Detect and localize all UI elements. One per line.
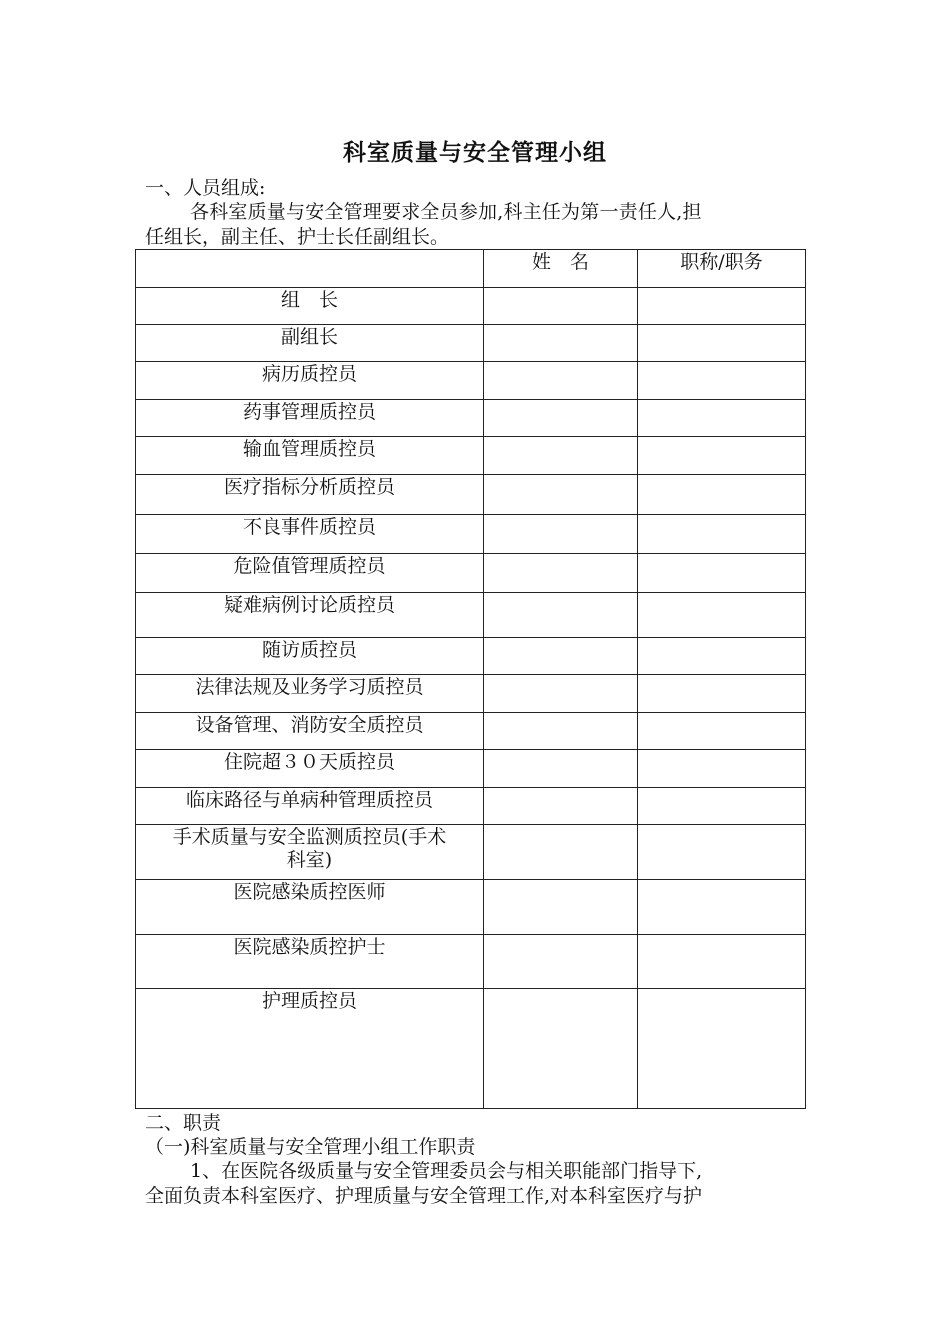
name-cell[interactable]: [484, 788, 638, 825]
header-cell-name: 姓 名: [484, 250, 638, 288]
name-cell[interactable]: [484, 554, 638, 593]
role-cell: 药事管理质控员: [136, 400, 484, 437]
table-row: [136, 750, 806, 788]
role-cell: 护理质控员: [136, 989, 484, 1109]
section2-subheading: （一)科室质量与安全管理小组工作职责: [145, 1136, 476, 1158]
title-cell[interactable]: [638, 362, 806, 400]
header-cell-role: [136, 250, 484, 288]
role-cell: 随访质控员: [136, 638, 484, 675]
table-row: [136, 825, 806, 880]
title-cell[interactable]: [638, 880, 806, 935]
table-row: [136, 593, 806, 638]
title-cell[interactable]: [638, 325, 806, 362]
role-cell: 疑难病例讨论质控员: [136, 593, 484, 638]
role-cell: 设备管理、消防安全质控员: [136, 713, 484, 750]
name-cell[interactable]: [484, 288, 638, 325]
name-cell[interactable]: [484, 437, 638, 475]
section1-heading: 一、人员组成:: [145, 177, 266, 199]
section1-paragraph-line1: 各科室质量与安全管理要求全员参加,科主任为第一责任人,担: [190, 201, 702, 223]
table-header-row: [136, 250, 806, 288]
title-cell[interactable]: [638, 554, 806, 593]
title-cell[interactable]: [638, 288, 806, 325]
name-cell[interactable]: [484, 713, 638, 750]
name-cell[interactable]: [484, 593, 638, 638]
table-row: [136, 288, 806, 325]
name-cell[interactable]: [484, 325, 638, 362]
table-row: [136, 880, 806, 935]
name-cell[interactable]: [484, 825, 638, 880]
table-row: [136, 638, 806, 675]
name-cell[interactable]: [484, 935, 638, 989]
section2-paragraph-line2: 全面负责本科室医疗、护理质量与安全管理工作,对本科室医疗与护: [145, 1185, 703, 1207]
role-cell: 危险值管理质控员: [136, 554, 484, 593]
table-row: [136, 400, 806, 437]
title-cell[interactable]: [638, 989, 806, 1109]
name-cell[interactable]: [484, 880, 638, 935]
role-cell: 病历质控员: [136, 362, 484, 400]
name-cell[interactable]: [484, 750, 638, 788]
name-cell[interactable]: [484, 475, 638, 515]
title-cell[interactable]: [638, 825, 806, 880]
title-cell[interactable]: [638, 593, 806, 638]
table-row: [136, 325, 806, 362]
name-cell[interactable]: [484, 362, 638, 400]
role-cell: 副组长: [136, 325, 484, 362]
header-cell-title: 职称/职务: [638, 250, 806, 288]
role-cell: 医院感染质控医师: [136, 880, 484, 935]
role-cell: 组 长: [136, 288, 484, 325]
role-cell: 不良事件质控员: [136, 515, 484, 554]
name-cell[interactable]: [484, 638, 638, 675]
table-row: [136, 437, 806, 475]
section1-paragraph-line2: 任组长，副主任、护士长任副组长。: [145, 226, 450, 248]
title-cell[interactable]: [638, 475, 806, 515]
title-cell[interactable]: [638, 788, 806, 825]
table-row: [136, 935, 806, 989]
section2-heading: 二、职责: [145, 1112, 222, 1134]
page-title: 科室质量与安全管理小组: [343, 139, 607, 166]
title-cell[interactable]: [638, 675, 806, 713]
title-cell[interactable]: [638, 713, 806, 750]
table-row: [136, 713, 806, 750]
table-row: [136, 475, 806, 515]
table-row: [136, 788, 806, 825]
table-row: [136, 989, 806, 1109]
title-cell[interactable]: [638, 400, 806, 437]
title-cell[interactable]: [638, 935, 806, 989]
table-row: [136, 515, 806, 554]
table-row: [136, 362, 806, 400]
role-cell: 医疗指标分析质控员: [136, 475, 484, 515]
title-cell[interactable]: [638, 750, 806, 788]
name-cell[interactable]: [484, 675, 638, 713]
section2-paragraph-line1: 1、在医院各级质量与安全管理委员会与相关职能部门指导下,: [190, 1160, 703, 1182]
table-row: [136, 554, 806, 593]
staff-table: [135, 249, 806, 1109]
name-cell[interactable]: [484, 989, 638, 1109]
name-cell[interactable]: [484, 515, 638, 554]
role-cell: 住院超３０天质控员: [136, 750, 484, 788]
title-cell[interactable]: [638, 515, 806, 554]
role-cell-line1: 手术质量与安全监测质控员(手术: [172, 826, 447, 848]
title-cell[interactable]: [638, 437, 806, 475]
role-cell: 临床路径与单病种管理质控员: [136, 788, 484, 825]
table-row: [136, 675, 806, 713]
role-cell: 输血管理质控员: [136, 437, 484, 475]
role-cell: 法律法规及业务学习质控员: [136, 675, 484, 713]
title-cell[interactable]: [638, 638, 806, 675]
name-cell[interactable]: [484, 400, 638, 437]
role-cell: [136, 825, 484, 880]
role-cell-line2: 科室): [286, 849, 333, 871]
role-cell: 医院感染质控护士: [136, 935, 484, 989]
